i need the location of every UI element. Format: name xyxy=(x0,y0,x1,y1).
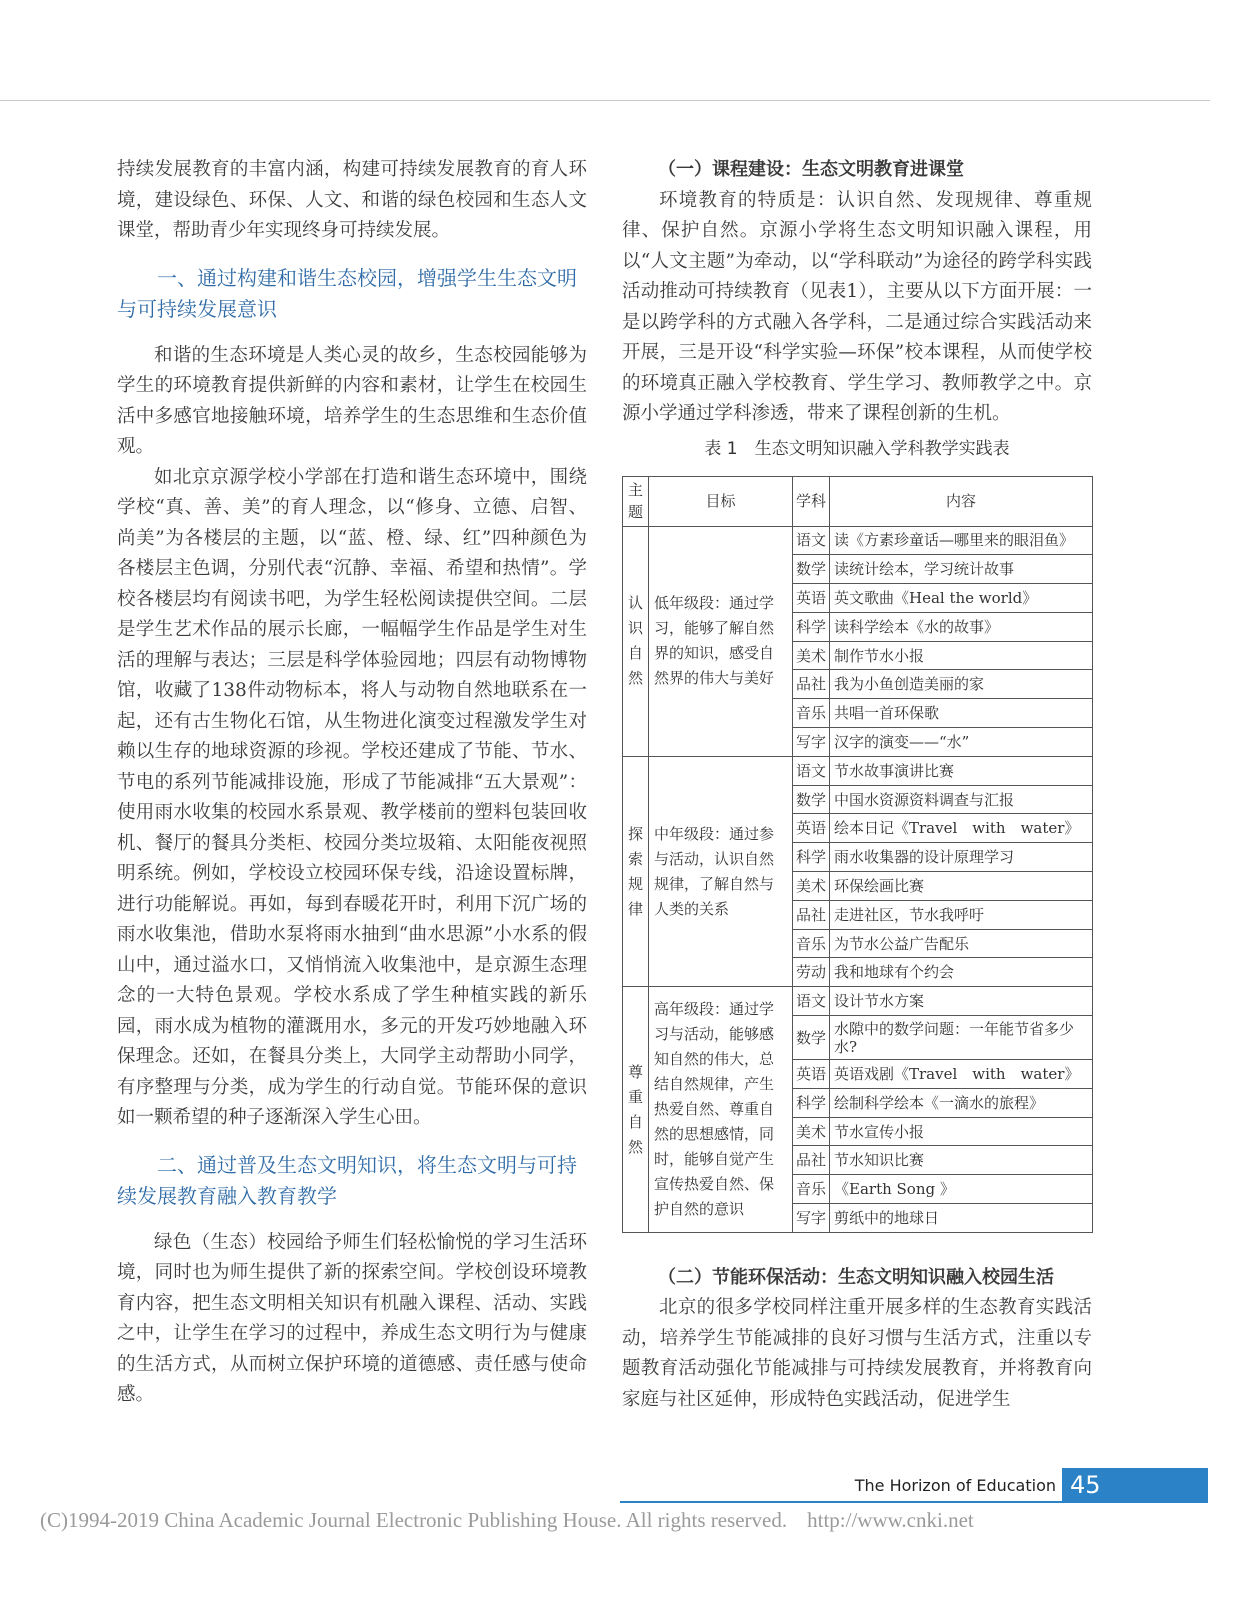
table-subject-cell: 英语 xyxy=(793,1060,830,1089)
table-subject-cell: 数学 xyxy=(793,785,830,814)
table-subject-cell: 英语 xyxy=(793,814,830,843)
table-content-cell: 绘制科学绘本《一滴水的旅程》 xyxy=(830,1088,1093,1117)
table-subject-cell: 语文 xyxy=(793,526,830,555)
table-subject-cell: 写字 xyxy=(793,1204,830,1233)
table-content-cell: 环保绘画比赛 xyxy=(830,872,1093,901)
header-rule xyxy=(0,100,1210,101)
table-content-cell: 我和地球有个约会 xyxy=(830,958,1093,987)
subsection-1-paragraph: 环境教育的特质是：认识自然、发现规律、尊重规律、保护自然。京源小学将生态文明知识融入课程，用以“人文主题”为牵动，以“学科联动”为途径的跨学科实践活动推动可持续教育（见表1），主要从以下方面开展：一是以跨学科的方式融入各学科，二是通过综合实践活动来开展，三是开设“科学实验—环保”校本课程，从而使学校的环境真正融入学校教育、学生学习、教师教学之中。京源小学通过学科渗透，带来了课程创新的生机。 xyxy=(622,189,1092,424)
table-subject-cell: 语文 xyxy=(793,756,830,785)
table-subject-cell: 美术 xyxy=(793,1117,830,1146)
header-theme: 主题 xyxy=(623,476,649,526)
table-content-cell: 英语戏剧《Travel with water》 xyxy=(830,1060,1093,1089)
table-content-cell: 读科学绘本《水的故事》 xyxy=(830,612,1093,641)
right-column xyxy=(622,155,1092,1415)
table-subject-cell: 语文 xyxy=(793,987,830,1016)
table-subject-cell: 音乐 xyxy=(793,699,830,728)
header-content: 内容 xyxy=(830,476,1093,526)
table-subject-cell: 音乐 xyxy=(793,1175,830,1204)
table-subject-cell: 劳动 xyxy=(793,958,830,987)
subsection-1-heading: （一）课程建设：生态文明教育进课堂 xyxy=(658,159,964,180)
table-theme-cell: 尊重自然 xyxy=(623,987,649,1233)
table-content-cell: 制作节水小报 xyxy=(830,641,1093,670)
table-content-cell: 汉字的演变——“水” xyxy=(830,728,1093,757)
table-subject-cell: 科学 xyxy=(793,1088,830,1117)
table-subject-cell: 科学 xyxy=(793,612,830,641)
table-goal-cell: 低年级段：通过学习，能够了解自然界的知识，感受自然界的伟大与美好 xyxy=(649,526,793,756)
table-subject-cell: 数学 xyxy=(793,1016,830,1060)
header-subject: 学科 xyxy=(793,476,830,526)
page-number: 45 xyxy=(1062,1468,1208,1503)
table-content-cell: 节水故事演讲比赛 xyxy=(830,756,1093,785)
table-content-cell: 我为小鱼创造美丽的家 xyxy=(830,670,1093,699)
table-content-cell: 绘本日记《Travel with water》 xyxy=(830,814,1093,843)
table-subject-cell: 数学 xyxy=(793,555,830,584)
subsection-2-paragraph: 北京的很多学校同样注重开展多样的生态教育实践活动，培养学生节能减排的良好习惯与生活方式，注重以专题教育活动强化节能减排与可持续发展教育，并将教育向家庭与社区延伸，形成特色实践活动，促进学生 xyxy=(622,1297,1092,1410)
table-content-cell: 读《方素珍童话—哪里来的眼泪鱼》 xyxy=(830,526,1093,555)
table-content-cell: 为节水公益广告配乐 xyxy=(830,929,1093,958)
table-content-cell: 节水宣传小报 xyxy=(830,1117,1093,1146)
table-content-cell: 水隙中的数学问题：一年能节省多少水? xyxy=(830,1016,1093,1060)
table-row xyxy=(623,526,1093,555)
footer-rule xyxy=(620,1501,1062,1503)
table-row xyxy=(623,756,1093,785)
table-content-cell: 读统计绘本，学习统计故事 xyxy=(830,555,1093,584)
section-1-paragraph-2: 如北京京源学校小学部在打造和谐生态环境中，围绕学校“真、善、美”的育人理念，以“修身、立德、启智、尚美”为各楼层的主题，以“蓝、橙、绿、红”四种颜色为各楼层主色调，分别代表“沉静、幸福、希望和热情”。学校各楼层均有阅读书吧，为学生轻松阅读提供空间。二层是学生艺术作品的展示长廊，一幅幅学生作品是学生对生活的理解与表达；三层是科学体验园地；四层有动物博物馆，收藏了138件动物标本，将人与动物自然地联系在一起，还有古生物化石馆，从生物进化演变过程激发学生对赖以生存的地球资源的珍视。学校还建成了节能、节水、节电的系列节能减排设施，形成了节能减排“五大景观”：使用雨水收集的校园水系景观、教学楼前的塑料包装回收机、餐厅的餐具分类柜、校园分类垃圾箱、太阳能夜视照明系统。例如，学校设立校园环保专线，沿途设置标牌，进行功能解说。再如，每到春暖花开时，利用下沉广场的雨水收集池，借助水泵将雨水抽到“曲水思源”小水系的假山中，通过溢水口，又悄悄流入收集池中，是京源生态理念的一大特色景观。学校水系成了学生种植实践的新乐园，雨水成为植物的灌溉用水，多元的开发巧妙地融入环保理念。还如，在餐具分类上，大同学主动帮助小同学，有序整理与分类，成为学生的行动自觉。节能环保的意识如一颗希望的种子逐渐深入学生心田。 xyxy=(117,466,587,1128)
table-content-cell: 雨水收集器的设计原理学习 xyxy=(830,843,1093,872)
table-content-cell: 剪纸中的地球日 xyxy=(830,1204,1093,1233)
header-goal: 目标 xyxy=(649,476,793,526)
table-subject-cell: 美术 xyxy=(793,641,830,670)
copyright-text: (C)1994-2019 China Academic Journal Electronic Publishing House. All rights reserved. xyxy=(40,1508,788,1532)
table-subject-cell: 音乐 xyxy=(793,929,830,958)
table-content-cell: 《Earth Song 》 xyxy=(830,1175,1093,1204)
table-subject-cell: 写字 xyxy=(793,728,830,757)
table-content-cell: 共唱一首环保歌 xyxy=(830,699,1093,728)
table-content-cell: 节水知识比赛 xyxy=(830,1146,1093,1175)
table-goal-cell: 高年级段：通过学习与活动，能够感知自然的伟大，总结自然规律，产生热爱自然、尊重自然的思想感情，同时，能够自觉产生宣传热爱自然、保护自然的意识 xyxy=(649,987,793,1233)
curriculum-table xyxy=(622,476,1093,1233)
section-2-heading: 二、通过普及生态文明知识，将生态文明与可持续发展教育融入教育教学 xyxy=(117,1152,577,1208)
table-subject-cell: 科学 xyxy=(793,843,830,872)
table-content-cell: 走进社区，节水我呼吁 xyxy=(830,900,1093,929)
table-subject-cell: 英语 xyxy=(793,584,830,613)
subsection-2-heading: （二）节能环保活动：生态文明知识融入校园生活 xyxy=(658,1266,1054,1288)
section-2-paragraph-1: 绿色（生态）校园给予师生们轻松愉悦的学习生活环境，同时也为师生提供了新的探索空间。学校创设环境教育内容，把生态文明相关知识有机融入课程、活动、实践之中，让学生在学习的过程中，养成生态文明行为与健康的生活方式，从而树立保护环境的道德感、责任感与使命感。 xyxy=(117,1231,587,1405)
table-goal-cell: 中年级段：通过参与活动，认识自然规律，了解自然与人类的关系 xyxy=(649,756,793,986)
table-header-row xyxy=(623,476,1093,526)
section-1-paragraph-1: 和谐的生态环境是人类心灵的故乡，生态校园能够为学生的环境教育提供新鲜的内容和素材，让学生在校园生活中多感官地接触环境，培养学生的生态思维和生态价值观。 xyxy=(117,344,587,457)
copyright-line xyxy=(40,1508,974,1533)
journal-name: The Horizon of Education xyxy=(854,1476,1056,1495)
table-content-cell: 中国水资源资料调查与汇报 xyxy=(830,785,1093,814)
table-subject-cell: 品社 xyxy=(793,900,830,929)
section-1-heading: 一、通过构建和谐生态校园，增强学生生态文明与可持续发展意识 xyxy=(117,265,577,321)
intro-paragraph: 持续发展教育的丰富内涵，构建可持续发展教育的育人环境，建设绿色、环保、人文、和谐的绿色校园和生态人文课堂，帮助青少年实现终身可持续发展。 xyxy=(117,159,587,241)
table-row xyxy=(623,987,1093,1016)
table-caption: 表 1 生态文明知识融入学科教学实践表 xyxy=(704,438,1010,459)
table-subject-cell: 品社 xyxy=(793,1146,830,1175)
table-subject-cell: 品社 xyxy=(793,670,830,699)
table-theme-cell: 认识自然 xyxy=(623,526,649,756)
left-column xyxy=(117,155,587,1411)
cnki-url: http://www.cnki.net xyxy=(807,1508,974,1532)
table-content-cell: 设计节水方案 xyxy=(830,987,1093,1016)
table-theme-cell: 探索规律 xyxy=(623,756,649,986)
table-content-cell: 英文歌曲《Heal the world》 xyxy=(830,584,1093,613)
table-subject-cell: 美术 xyxy=(793,872,830,901)
